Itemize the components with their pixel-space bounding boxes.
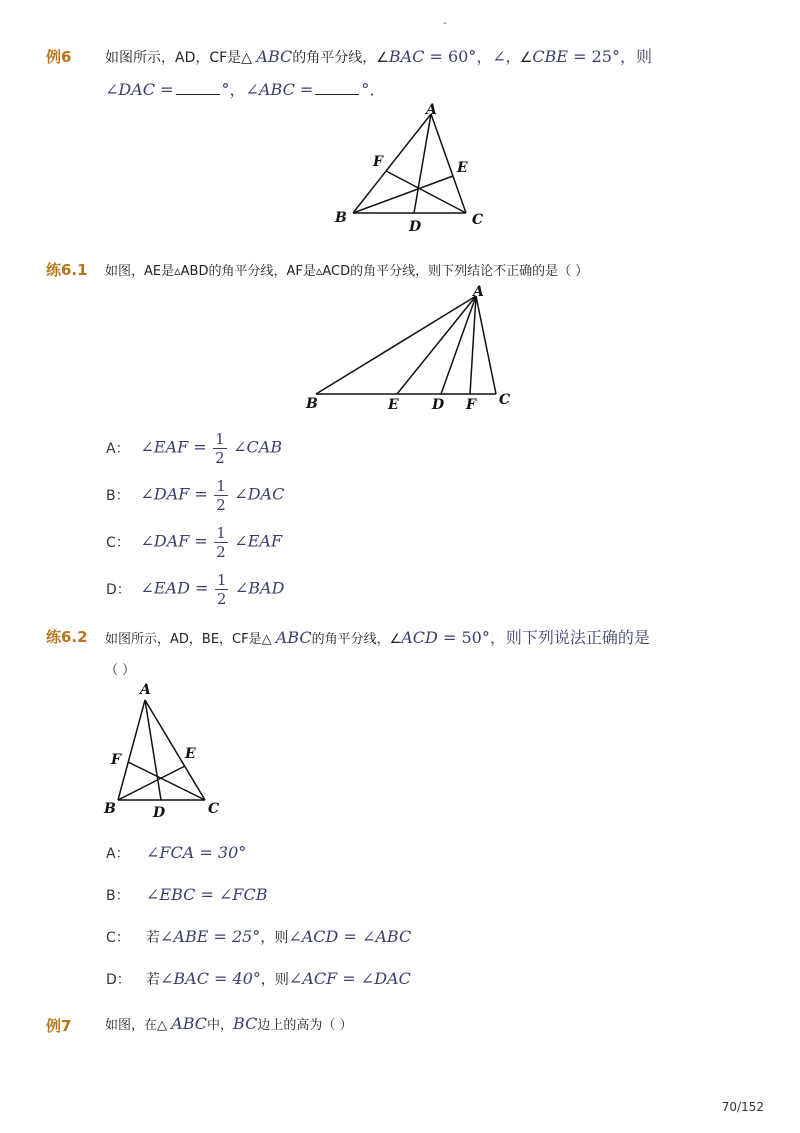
- practice-6-2-text-a: 如图所示，AD，BE，CF是△: [105, 632, 276, 647]
- example-6-math-60: = 60°，∠: [424, 47, 506, 66]
- practice-6-2-text-c: 的角平分线，∠: [311, 632, 402, 647]
- option-label: C：: [106, 930, 130, 946]
- practice-6-2-option-c[interactable]: [106, 927, 411, 947]
- example-6-line-2: [105, 77, 385, 100]
- example-6-text-c: 的角平分线，∠: [292, 50, 389, 66]
- practice-6-1-option-d[interactable]: [106, 571, 284, 608]
- example-6-deg-2: °．: [361, 80, 386, 99]
- label-f: F: [111, 752, 121, 768]
- segment-ab: [118, 700, 145, 800]
- label-e: E: [388, 397, 399, 413]
- option-rhs: ∠BAD: [234, 578, 285, 598]
- practice-6-1-option-c[interactable]: [106, 524, 282, 561]
- page-number: 70/152: [721, 1100, 764, 1114]
- option-label: B：: [106, 888, 130, 904]
- option-lhs: ∠EAF =: [140, 437, 207, 457]
- label-c: C: [499, 392, 511, 408]
- example-6-text-a: 如图所示，AD，CF是△: [105, 50, 257, 66]
- practice-6-2-line-1: [105, 625, 650, 648]
- option-label: D：: [106, 972, 131, 988]
- label-b: B: [306, 396, 318, 412]
- segment-ac: [476, 296, 496, 394]
- practice-6-2-line-2: （ ）: [105, 663, 136, 678]
- example-6-math-abc-2: ABC: [258, 80, 295, 99]
- practice-6-1-question: 如图，AE是▵ABD的角平分线，AF是▵ACD的角平分线，则下列结论不正确的是（ ）: [105, 264, 589, 279]
- example-6-eq-2: =: [294, 80, 314, 99]
- example-6-figure: [325, 100, 495, 235]
- practice-6-2-math-acd: ACD: [401, 628, 438, 647]
- label-d: D: [409, 219, 422, 235]
- option-lhs: ∠DAF =: [140, 484, 208, 504]
- option-prefix: 若: [146, 972, 160, 988]
- option-prefix: 若: [146, 930, 160, 946]
- label-b: B: [335, 210, 347, 226]
- example-7-math-abc: ABC: [171, 1014, 207, 1033]
- example-7-math-bc: BC: [233, 1014, 258, 1033]
- label-f: F: [373, 154, 383, 170]
- label-a: A: [426, 102, 437, 118]
- option-rhs: ∠EAF: [234, 531, 283, 551]
- example-7-question: [105, 1014, 352, 1033]
- fraction-half: $\frac{1}{2}$: [216, 477, 226, 514]
- option-math: ∠EBC = ∠FCB: [146, 885, 268, 904]
- example-6-math-cbe: CBE: [532, 47, 568, 66]
- practice-6-2-option-b[interactable]: [106, 885, 267, 905]
- option-mid: ，则: [260, 972, 289, 988]
- option-rhs: ∠CAB: [233, 437, 283, 457]
- example-7-text-e: 边上的高为（ ）: [257, 1018, 353, 1033]
- example-6-math-dac: DAC: [118, 80, 156, 99]
- option-label: D：: [106, 581, 131, 598]
- label-d: D: [432, 397, 445, 413]
- option-lhs: ∠EAD =: [140, 578, 209, 598]
- practice-6-2-option-a[interactable]: [106, 843, 246, 863]
- option-math: ∠BAC = 40°: [160, 969, 261, 988]
- practice-6-1-tag: 练6.1: [46, 261, 88, 279]
- label-e: E: [185, 746, 196, 762]
- fraction-half: $\frac{1}{2}$: [216, 571, 227, 608]
- label-c: C: [208, 801, 220, 817]
- segment-be: [118, 766, 185, 800]
- label-c: C: [472, 212, 484, 228]
- example-7-text-a: 如图，在△: [105, 1018, 172, 1033]
- label-a: A: [473, 284, 484, 300]
- option-lhs: ∠DAF =: [140, 531, 208, 551]
- label-a: A: [140, 682, 151, 698]
- example-6-angle-sym: ∠: [105, 80, 119, 99]
- label-b: B: [104, 801, 116, 817]
- answer-blank-abc[interactable]: [315, 82, 359, 95]
- practice-6-2-figure: [100, 680, 230, 825]
- practice-6-2-math-abc: ABC: [275, 628, 312, 647]
- option-math: ∠ABE = 25°: [160, 927, 261, 946]
- example-6-math-bac: BAC: [388, 47, 425, 66]
- fraction-half: $\frac{1}{2}$: [216, 524, 226, 561]
- label-f: F: [466, 397, 476, 413]
- option-math: ∠FCA = 30°: [146, 843, 247, 862]
- example-6-text-angle: ，∠: [505, 50, 533, 66]
- option-label: B：: [106, 487, 130, 504]
- answer-blank-dac[interactable]: [176, 82, 220, 95]
- practice-6-1-option-a[interactable]: [106, 430, 282, 467]
- example-6-eq-1: =: [155, 80, 174, 99]
- example-6-tag: 例6: [46, 48, 72, 66]
- example-6-line-1: [105, 44, 652, 67]
- example-6-deg-1: °，∠: [221, 80, 259, 99]
- option-label: A：: [106, 846, 130, 862]
- segment-ab: [316, 296, 476, 394]
- example-7-text-c: 中，: [207, 1018, 234, 1033]
- top-mark: -: [443, 18, 447, 29]
- practice-6-2-text-e: = 50°，则下列说法正确的是: [437, 628, 650, 647]
- fraction-half: $\frac{1}{2}$: [215, 430, 225, 467]
- example-6-math-25: = 25°，则: [568, 47, 652, 66]
- option-mid: ，则: [260, 930, 289, 946]
- example-7-tag: 例7: [46, 1017, 72, 1035]
- example-6-math-abc: ABC: [256, 47, 293, 66]
- practice-6-2-option-d[interactable]: [106, 969, 411, 989]
- option-label: A：: [106, 440, 130, 457]
- label-e: E: [457, 160, 468, 176]
- option-rhs: ∠DAC: [234, 484, 285, 504]
- segment-ad: [414, 114, 431, 213]
- option-math-2: ∠ACF = ∠DAC: [288, 969, 411, 988]
- option-label: C：: [106, 534, 130, 551]
- practice-6-1-figure: [300, 280, 530, 415]
- option-math-2: ∠ACD = ∠ABC: [288, 927, 412, 946]
- practice-6-1-option-b[interactable]: [106, 477, 284, 514]
- label-d: D: [153, 805, 166, 821]
- practice-6-2-tag: 练6.2: [46, 628, 88, 646]
- segment-ae: [397, 296, 476, 394]
